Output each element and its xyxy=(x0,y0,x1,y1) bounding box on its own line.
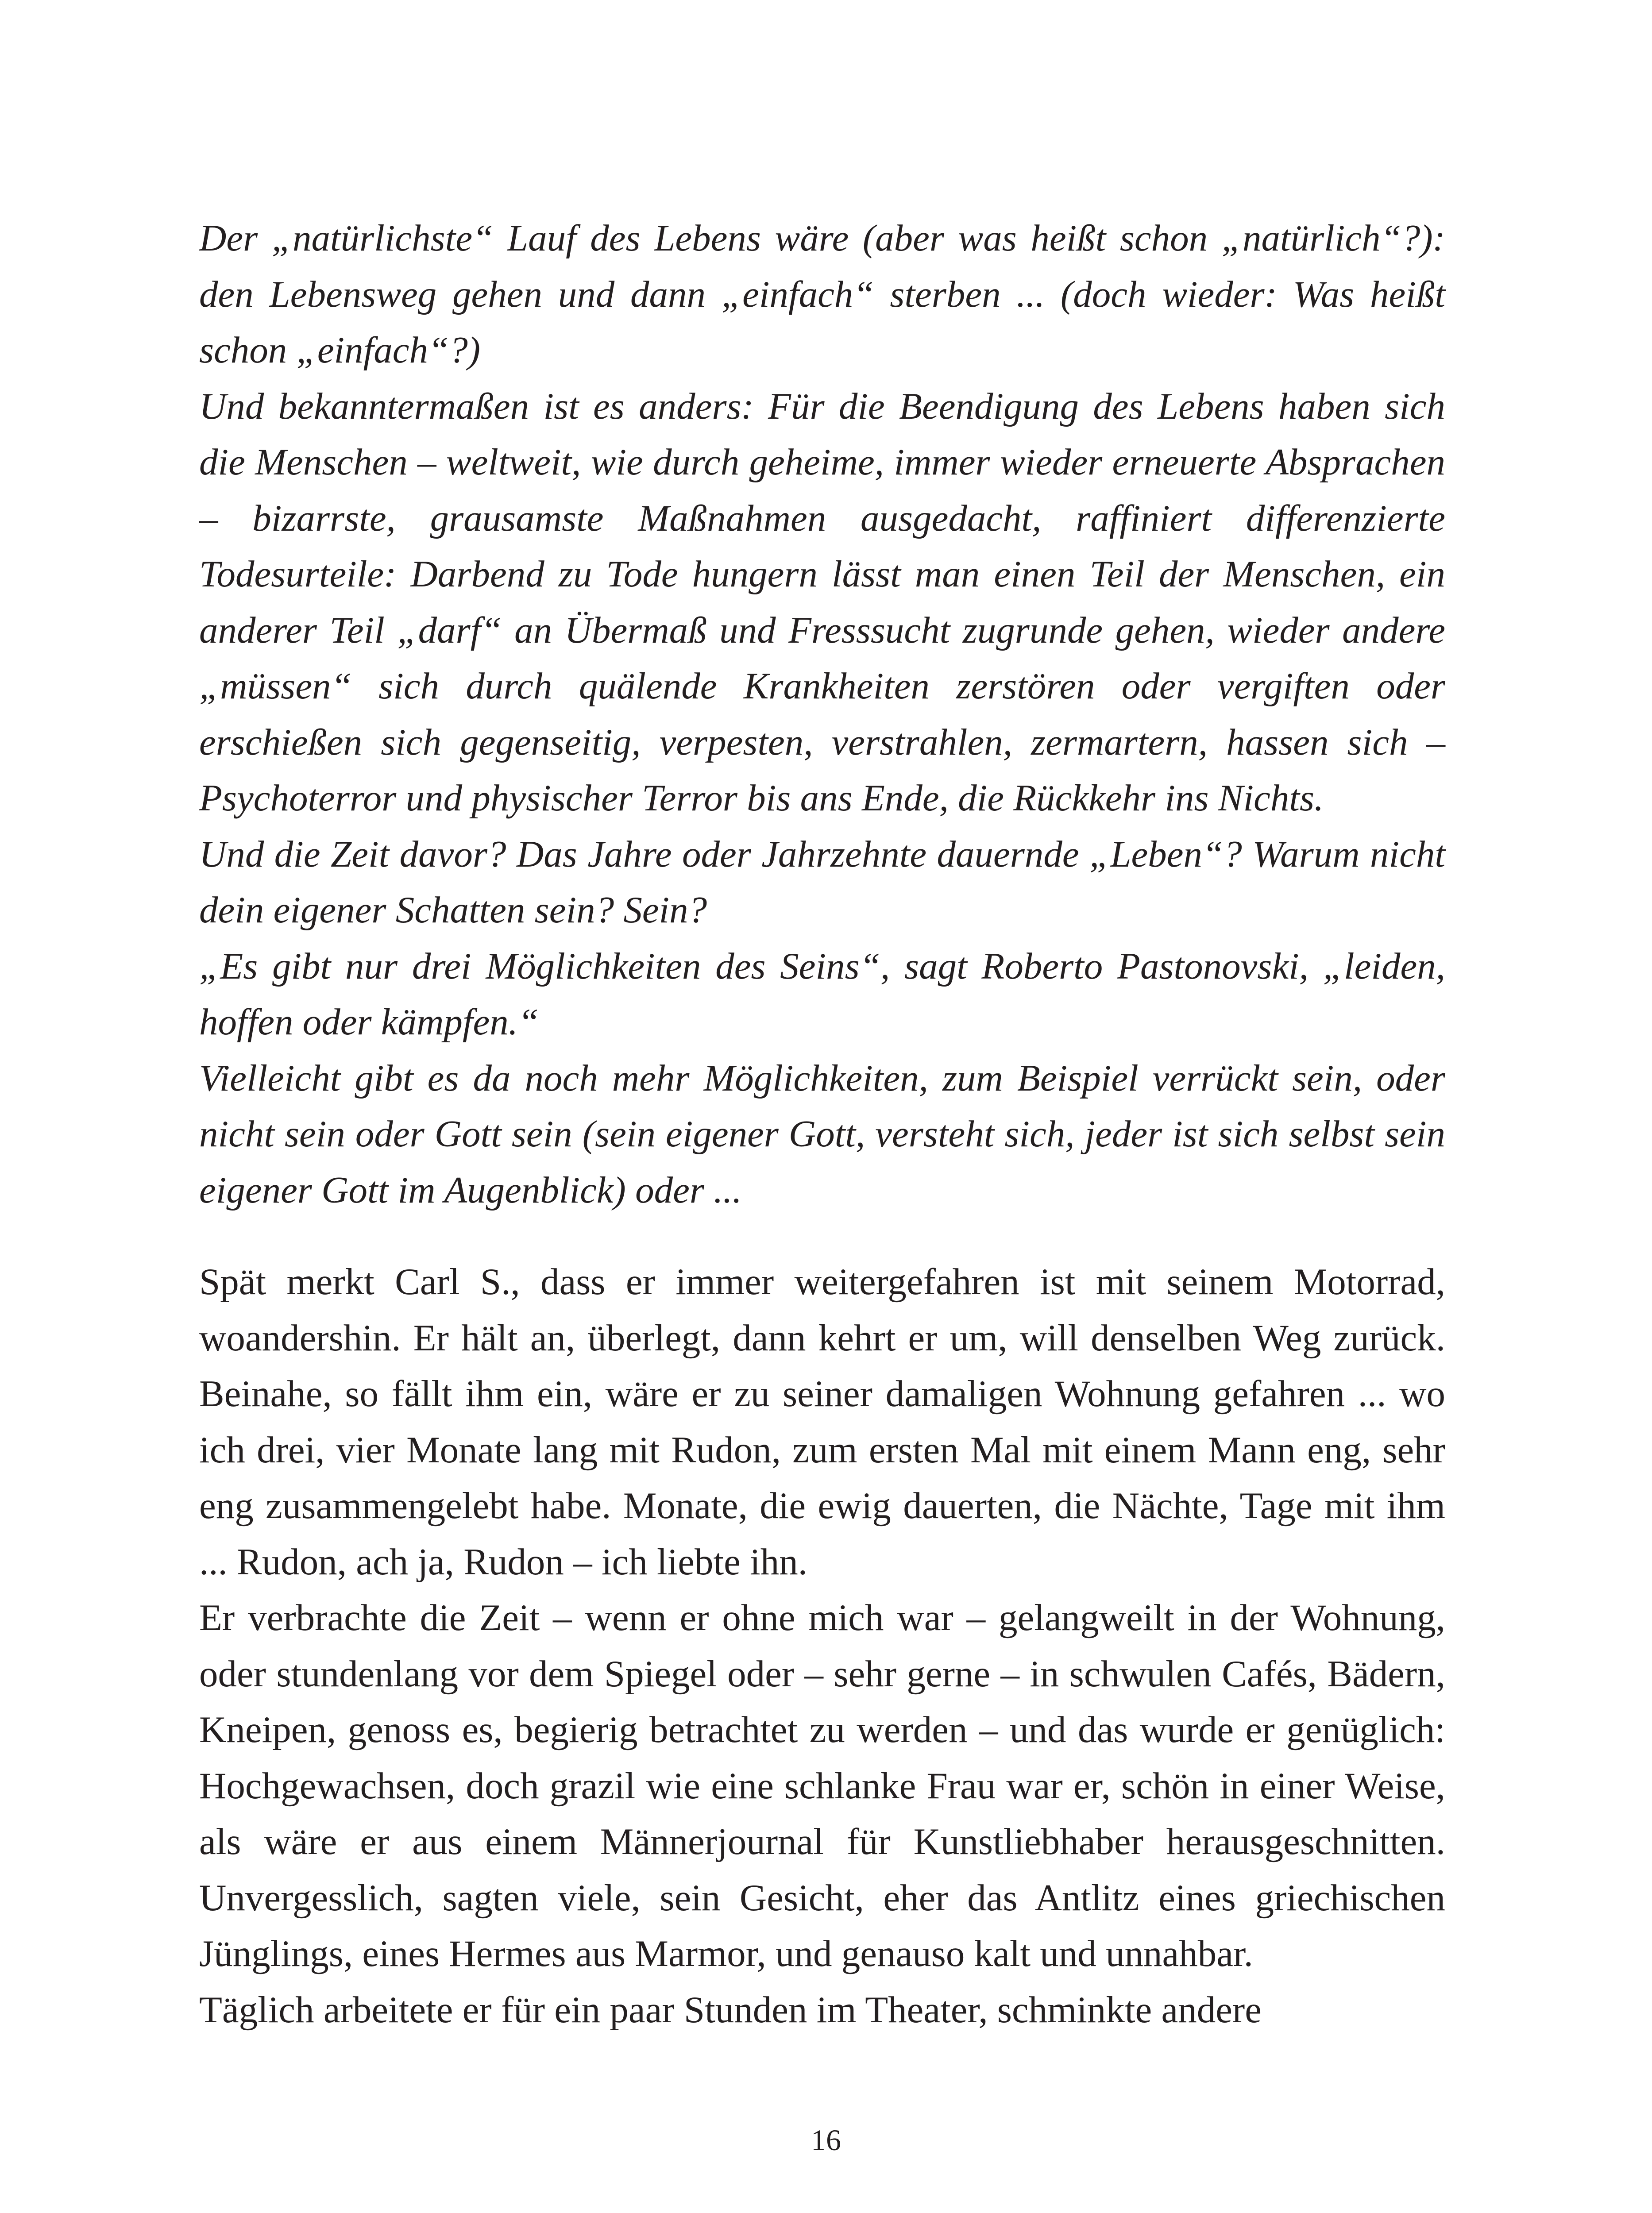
body-paragraph: Täglich arbeitete er für ein paar Stunden im Theater, schminkte andere xyxy=(199,1989,1262,2031)
italic-paragraph: Und bekanntermaßen ist es anders: Für die Beendigung des Lebens haben sich die Menschen – weltweit, wie durch geheime, immer wieder erneuerte Absprachen – bizarrste, grausamste Maßnahmen ausgedacht, raffiniert differenzierte Todesurteile: Darbend zu Tode hungern lässt man einen Teil der Menschen, ein anderer Teil „darf“ an Übermaß und Fresssucht zugrunde gehen, wieder andere „müssen“ sich durch quälende Krankheiten zerstören oder vergiften oder erschießen sich gegenseitig, verpesten, verstrahlen, zermartern, hassen sich – Psychoterror und physischer Terror bis ans Ende, die Rückkehr ins Nichts. xyxy=(199,385,1445,819)
italic-paragraph: Und die Zeit davor? Das Jahre oder Jahrzehnte dauernde „Leben“? Warum nicht dein eigener Schatten sein? Sein? xyxy=(199,833,1445,931)
italic-paragraph: „Es gibt nur drei Möglichkeiten des Seins“, sagt Roberto Pastonovski, „leiden, hoffen oder kämpfen.“ xyxy=(199,945,1445,1043)
narrative-passage xyxy=(199,1254,1445,2038)
italic-passage xyxy=(199,210,1445,1218)
body-paragraph: Spät merkt Carl S., dass er immer weitergefahren ist mit seinem Motorrad, woandershin. Er hält an, überlegt, dann kehrt er um, will denselben Weg zurück. Beinahe, so fällt ihm ein, wäre er zu seiner damaligen Wohnung gefahren ... wo ich drei, vier Monate lang mit Rudon, zum ersten Mal mit einem Mann eng, sehr eng zusammengelebt habe. Monate, die ewig dauerten, die Nächte, Tage mit ihm ... Rudon, ach ja, Rudon – ich liebte ihn. xyxy=(199,1261,1445,1583)
page-number: 16 xyxy=(811,2123,841,2157)
italic-paragraph: Der „natürlichste“ Lauf des Lebens wäre (aber was heißt schon „natürlich“?): den Lebensweg gehen und dann „einfach“ sterben ... (doch wieder: Was heißt schon „einfach“?) xyxy=(199,217,1445,371)
body-paragraph: Er verbrachte die Zeit – wenn er ohne mich war – gelangweilt in der Wohnung, oder stundenlang vor dem Spiegel oder – sehr gerne – in schwulen Cafés, Bädern, Kneipen, genoss es, begierig betrachtet zu werden – und das wurde er genüglich: Hochgewachsen, doch grazil wie eine schlanke Frau war er, schön in einer Weise, als wäre er aus einem Männerjournal für Kunstliebhaber herausgeschnitten. Unvergesslich, sagten viele, sein Gesicht, eher das Antlitz eines griechischen Jünglings, eines Hermes aus Marmor, und genauso kalt und unnahbar. xyxy=(199,1597,1445,1974)
italic-paragraph: Vielleicht gibt es da noch mehr Möglichkeiten, zum Beispiel verrückt sein, oder nicht sein oder Gott sein (sein eigener Gott, versteht sich, jeder ist sich selbst sein eigener Gott im Augenblick) oder ... xyxy=(199,1057,1445,1211)
